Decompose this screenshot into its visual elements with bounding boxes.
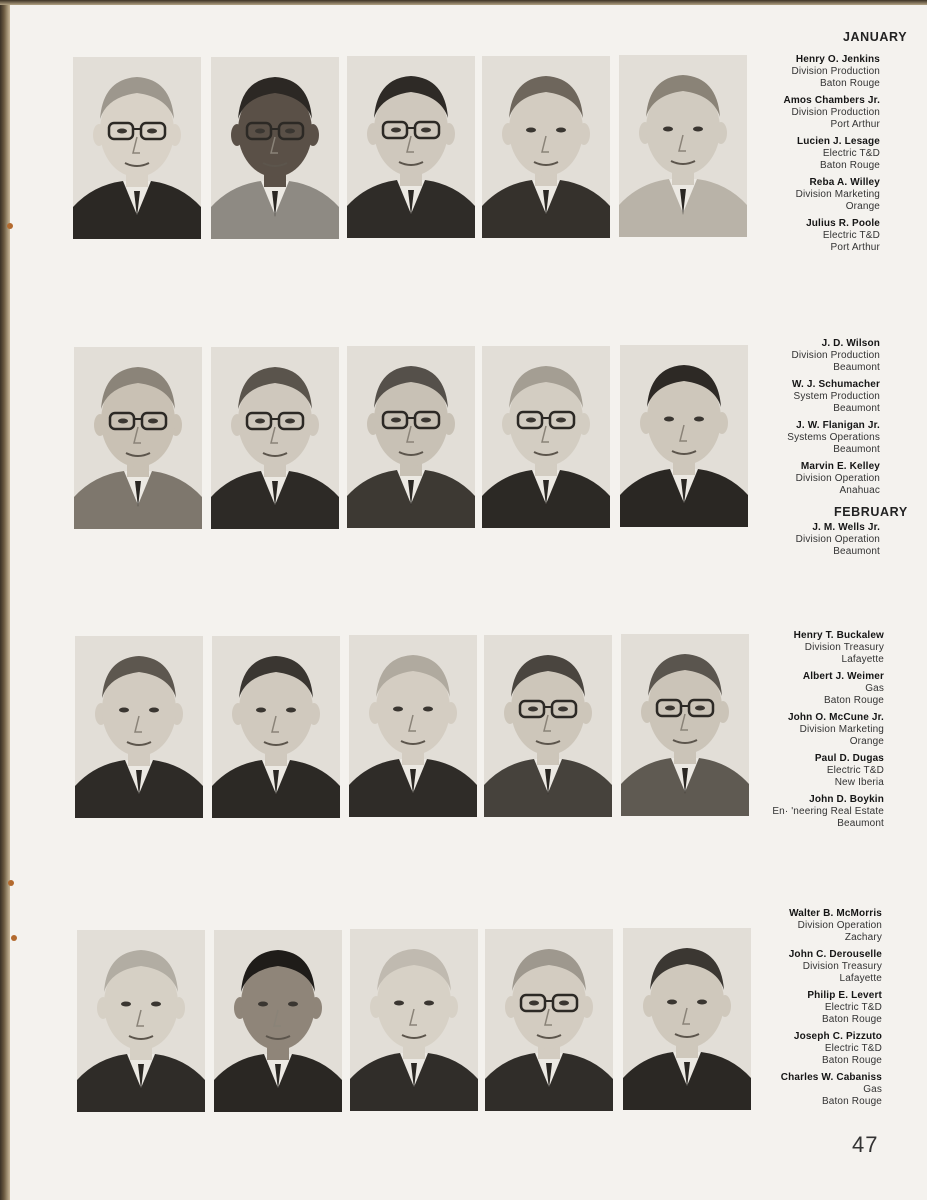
name-list-row-4: [722, 908, 882, 1113]
person-department: Gas: [865, 683, 884, 694]
eye: [285, 419, 295, 424]
portrait-photo: [349, 635, 477, 817]
eye: [255, 419, 265, 424]
person-location: Zachary: [844, 932, 882, 943]
eye: [421, 418, 431, 423]
person-entry: [720, 522, 880, 558]
portrait-photo: [482, 346, 610, 528]
person-location: Beaumont: [833, 403, 880, 414]
portrait-photo: [75, 636, 203, 818]
person-department: Systems Operations: [787, 432, 880, 443]
pin-mark: [7, 223, 13, 229]
person-department: Division Operation: [797, 920, 882, 931]
eye: [529, 1001, 539, 1006]
person-name: Reba A. Willey: [809, 177, 880, 188]
person-name: J. M. Wells Jr.: [812, 522, 880, 533]
person-entry: [720, 218, 880, 254]
person-department: System Production: [793, 391, 880, 402]
portrait-drawing: [484, 635, 612, 817]
portrait-photo: [347, 56, 475, 238]
portrait-drawing: [485, 929, 613, 1111]
person-location: Anahuac: [839, 485, 880, 496]
eye: [148, 419, 158, 424]
eye: [151, 1002, 161, 1007]
person-location: New Iberia: [834, 777, 884, 788]
person-entry: [722, 1031, 882, 1067]
portrait-drawing: [214, 930, 342, 1112]
eye: [664, 417, 674, 422]
person-entry: [720, 379, 880, 415]
person-entry: [720, 95, 880, 131]
portrait-photo: [350, 929, 478, 1111]
eye: [256, 708, 266, 713]
eye: [556, 128, 566, 133]
person-location: Baton Rouge: [819, 78, 880, 89]
person-entry: [724, 794, 884, 830]
person-department: Division Production: [791, 107, 880, 118]
page-top-edge: [0, 0, 927, 5]
name-list-row-3: [724, 630, 884, 835]
person-name: Charles W. Cabaniss: [780, 1072, 882, 1083]
eye: [526, 418, 536, 423]
person-name: John D. Boykin: [809, 794, 884, 805]
portrait-drawing: [211, 57, 339, 239]
portrait-photo: [214, 930, 342, 1112]
person-location: Port Arthur: [830, 242, 880, 253]
eye: [147, 129, 157, 134]
portrait-drawing: [211, 347, 339, 529]
pin-mark: [11, 935, 17, 941]
eye: [255, 129, 265, 134]
eye: [665, 706, 675, 711]
eye: [694, 417, 704, 422]
person-entry: [720, 420, 880, 456]
person-location: Baton Rouge: [819, 160, 880, 171]
eye: [424, 1001, 434, 1006]
person-entry: [724, 671, 884, 707]
person-department: Electric T&D: [824, 1043, 882, 1054]
person-name: Marvin E. Kelley: [800, 461, 880, 472]
person-name: Walter B. McMorris: [789, 908, 882, 919]
person-department: Division Production: [791, 66, 880, 77]
person-name: John O. McCune Jr.: [787, 712, 884, 723]
person-location: Lafayette: [841, 654, 884, 665]
person-location: Baton Rouge: [821, 1014, 882, 1025]
portrait-drawing: [347, 346, 475, 528]
person-department: Division Operation: [795, 534, 880, 545]
eye: [667, 1000, 677, 1005]
month-heading-january: JANUARY: [843, 30, 908, 44]
portrait-drawing: [350, 929, 478, 1111]
month-heading-february: FEBRUARY: [834, 505, 908, 519]
eye: [526, 128, 536, 133]
portrait-drawing: [73, 57, 201, 239]
person-name: J. W. Flanigan Jr.: [796, 420, 880, 431]
portrait-drawing: [482, 56, 610, 238]
eye: [391, 418, 401, 423]
portrait-photo: [485, 929, 613, 1111]
person-name: Lucien J. Lesage: [797, 136, 880, 147]
person-location: Lafayette: [839, 973, 882, 984]
person-entry: [722, 908, 882, 944]
eye: [121, 1002, 131, 1007]
person-department: En· 'neering Real Estate: [772, 806, 884, 817]
person-entry: [720, 177, 880, 213]
person-department: Division Marketing: [795, 189, 880, 200]
person-entry: [722, 990, 882, 1026]
portrait-photo: [211, 57, 339, 239]
eye: [118, 419, 128, 424]
person-location: Beaumont: [833, 362, 880, 373]
person-location: Baton Rouge: [821, 1096, 882, 1107]
person-name: Paul D. Dugas: [814, 753, 884, 764]
portrait-drawing: [212, 636, 340, 818]
eye: [423, 707, 433, 712]
portrait-drawing: [349, 635, 477, 817]
page-number: 47: [852, 1132, 879, 1157]
eye: [663, 127, 673, 132]
person-name: Albert J. Weimer: [802, 671, 884, 682]
person-location: Beaumont: [837, 818, 884, 829]
eye: [149, 708, 159, 713]
pin-mark: [8, 880, 14, 886]
eye: [559, 1001, 569, 1006]
person-department: Division Production: [791, 350, 880, 361]
person-location: Baton Rouge: [823, 695, 884, 706]
eye: [697, 1000, 707, 1005]
person-name: Henry T. Buckalew: [793, 630, 884, 641]
eye: [117, 129, 127, 134]
eye: [556, 418, 566, 423]
name-list-row-2: [720, 338, 880, 502]
portrait-drawing: [75, 636, 203, 818]
person-entry: [724, 753, 884, 789]
person-name: Philip E. Levert: [807, 990, 882, 1001]
portrait-photo: [211, 347, 339, 529]
portrait-photo: [73, 57, 201, 239]
name-list-february: [720, 522, 880, 563]
person-location: Beaumont: [833, 546, 880, 557]
eye: [285, 129, 295, 134]
person-department: Division Operation: [795, 473, 880, 484]
person-entry: [722, 1072, 882, 1108]
person-entry: [722, 949, 882, 985]
portrait-photo: [347, 346, 475, 528]
eye: [558, 707, 568, 712]
eye: [421, 128, 431, 133]
person-department: Electric T&D: [822, 230, 880, 241]
eye: [119, 708, 129, 713]
person-department: Electric T&D: [824, 1002, 882, 1013]
eye: [393, 707, 403, 712]
portrait-photo: [484, 635, 612, 817]
person-entry: [720, 338, 880, 374]
portrait-drawing: [74, 347, 202, 529]
person-location: Orange: [849, 736, 884, 747]
person-name: John C. Derouselle: [788, 949, 882, 960]
portrait-photo: [212, 636, 340, 818]
person-name: Amos Chambers Jr.: [783, 95, 880, 106]
eye: [258, 1002, 268, 1007]
eye: [286, 708, 296, 713]
person-location: Port Arthur: [830, 119, 880, 130]
portrait-drawing: [482, 346, 610, 528]
eye: [391, 128, 401, 133]
person-entry: [724, 712, 884, 748]
person-location: Baton Rouge: [821, 1055, 882, 1066]
portrait-drawing: [77, 930, 205, 1112]
person-location: Orange: [845, 201, 880, 212]
portrait-drawing: [347, 56, 475, 238]
portrait-photo: [77, 930, 205, 1112]
eye: [528, 707, 538, 712]
book-binding: [0, 0, 10, 1200]
person-entry: [720, 461, 880, 497]
person-entry: [720, 136, 880, 172]
eye: [693, 127, 703, 132]
person-department: Division Treasury: [804, 642, 884, 653]
person-department: Division Marketing: [799, 724, 884, 735]
person-department: Electric T&D: [822, 148, 880, 159]
eye: [288, 1002, 298, 1007]
person-department: Gas: [863, 1084, 882, 1095]
person-name: J. D. Wilson: [821, 338, 880, 349]
person-department: Electric T&D: [826, 765, 884, 776]
person-department: Division Treasury: [802, 961, 882, 972]
person-name: Joseph C. Pizzuto: [793, 1031, 882, 1042]
person-name: Julius R. Poole: [806, 218, 880, 229]
portrait-photo: [74, 347, 202, 529]
person-entry: [724, 630, 884, 666]
person-location: Beaumont: [833, 444, 880, 455]
eye: [394, 1001, 404, 1006]
portrait-photo: [482, 56, 610, 238]
name-list-row-1: [720, 54, 880, 259]
person-name: Henry O. Jenkins: [795, 54, 880, 65]
eye: [695, 706, 705, 711]
person-name: W. J. Schumacher: [792, 379, 880, 390]
person-entry: [720, 54, 880, 90]
